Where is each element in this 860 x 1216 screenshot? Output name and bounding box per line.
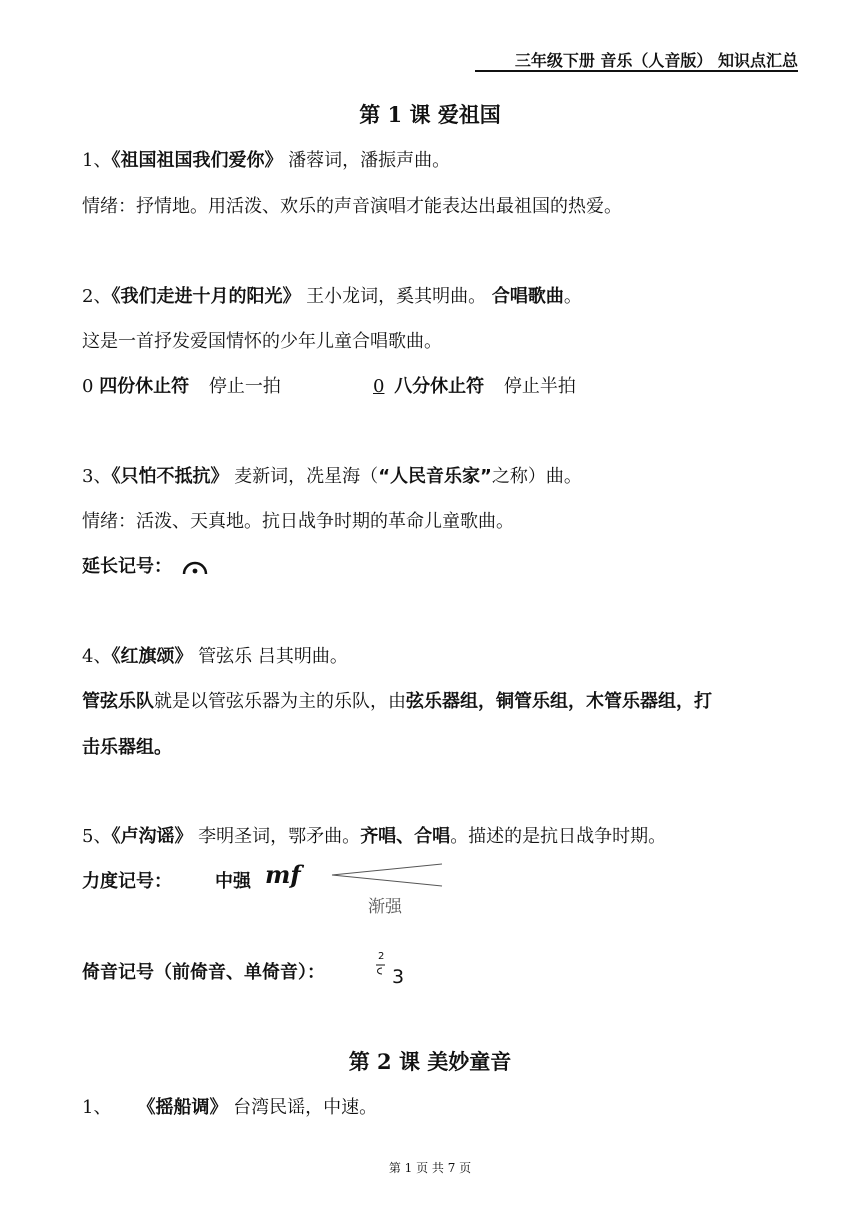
mf-name: 中强: [215, 871, 251, 892]
grace-slur-icon: [374, 962, 388, 976]
song-credit: 潘蓉词，潘振声曲。: [282, 150, 451, 171]
singing-forms: 齐唱、合唱: [360, 826, 451, 847]
song-title: 《只怕不抵抗》: [111, 466, 229, 487]
header-rule: [475, 70, 798, 72]
song-title: 《祖国祖国我们爱你》: [111, 150, 283, 171]
page-footer: 第 1 页 共 7 页: [388, 1161, 472, 1175]
eighth-rest-desc: 停止半拍: [503, 376, 576, 397]
lesson1-item4: [82, 642, 348, 668]
song-description: 。描述的是抗日战争时期。: [450, 826, 667, 847]
grace-note-small: 2: [378, 951, 385, 962]
grace-note-main: 3: [392, 966, 405, 988]
fermata-icon: [180, 553, 210, 577]
song-credit: 李明圣词，鄂矛曲。: [192, 826, 361, 847]
song-credit: 王小龙词，奚其明曲。: [300, 286, 492, 307]
quarter-rest-desc: 停止一拍: [208, 376, 281, 397]
lesson1-item3-mood: 情绪：活泼、天真地。抗日战争时期的革命儿童歌曲。: [82, 511, 514, 532]
song-type: 合唱歌曲: [491, 286, 564, 307]
quarter-rest-name: 四份休止符: [99, 376, 190, 397]
quarter-rest-symbol: 0: [82, 376, 94, 397]
dynamics-label: 力度记号：: [82, 871, 172, 892]
grace-note-label: 倚音记号（前倚音、单倚音）：: [82, 962, 325, 983]
lesson1-item2: [82, 282, 582, 308]
orchestra-definition: 就是以管弦乐器为主的乐队，由: [154, 691, 406, 712]
song-credit: 管弦乐 吕其明曲。: [192, 646, 348, 667]
mf-symbol: mf: [265, 860, 301, 889]
lesson1-item2-desc: 这是一首抒发爱国情怀的少年儿童合唱歌曲。: [82, 331, 442, 352]
lesson1-title: 第 1 课 爱祖国: [359, 102, 501, 127]
item-number: 4、: [82, 646, 112, 667]
document-header: 三年级下册 音乐（人音版） 知识点汇总: [514, 51, 798, 70]
item-number: 3、: [82, 466, 112, 487]
orchestra-sections-end: 击乐器组。: [82, 737, 172, 758]
item-number: 1、: [82, 150, 112, 171]
lesson1-item3: [82, 462, 582, 488]
item-number: 5、: [82, 826, 112, 847]
song-title: 《我们走进十月的阳光》: [111, 286, 301, 307]
quarter-rest-line: [82, 372, 281, 398]
lesson2-item1: [82, 1093, 377, 1119]
song-credit: 麦新词，冼星海（: [228, 466, 379, 487]
song-title: 《红旗颂》: [111, 646, 193, 667]
item-number: 2、: [82, 286, 112, 307]
item-number: 1、: [82, 1097, 112, 1118]
lesson1-item1-mood: 情绪：抒情地。用活泼、欢乐的声音演唱才能表达出最祖国的热爱。: [82, 196, 622, 217]
song-credit-end: 之称）曲。: [491, 466, 582, 487]
fermata-label: 延长记号：: [82, 556, 172, 577]
song-credit: 台湾民谣，中速。: [227, 1097, 378, 1118]
eighth-rest-symbol: 0: [373, 376, 385, 397]
orchestra-sections: 弦乐器组，铜管乐组，木管乐器组，打: [406, 691, 712, 712]
crescendo-name: 渐强: [368, 897, 402, 917]
lesson1-item4-desc: [82, 687, 712, 713]
sentence-end: 。: [563, 286, 582, 307]
eighth-rest-name: 八分休止符: [394, 376, 485, 397]
song-title: 《摇船调》: [137, 1097, 228, 1118]
song-title: 《卢沟谣》: [111, 826, 193, 847]
lesson1-item1: [82, 146, 450, 172]
orchestra-term: 管弦乐队: [82, 691, 154, 712]
lesson1-item5: [82, 822, 666, 848]
eighth-rest-line: [373, 372, 576, 398]
lesson2-title: 第 2 课 美妙童音: [348, 1049, 512, 1074]
honorary-title: “人民音乐家”: [378, 466, 492, 487]
crescendo-hairpin-icon: [328, 861, 446, 889]
